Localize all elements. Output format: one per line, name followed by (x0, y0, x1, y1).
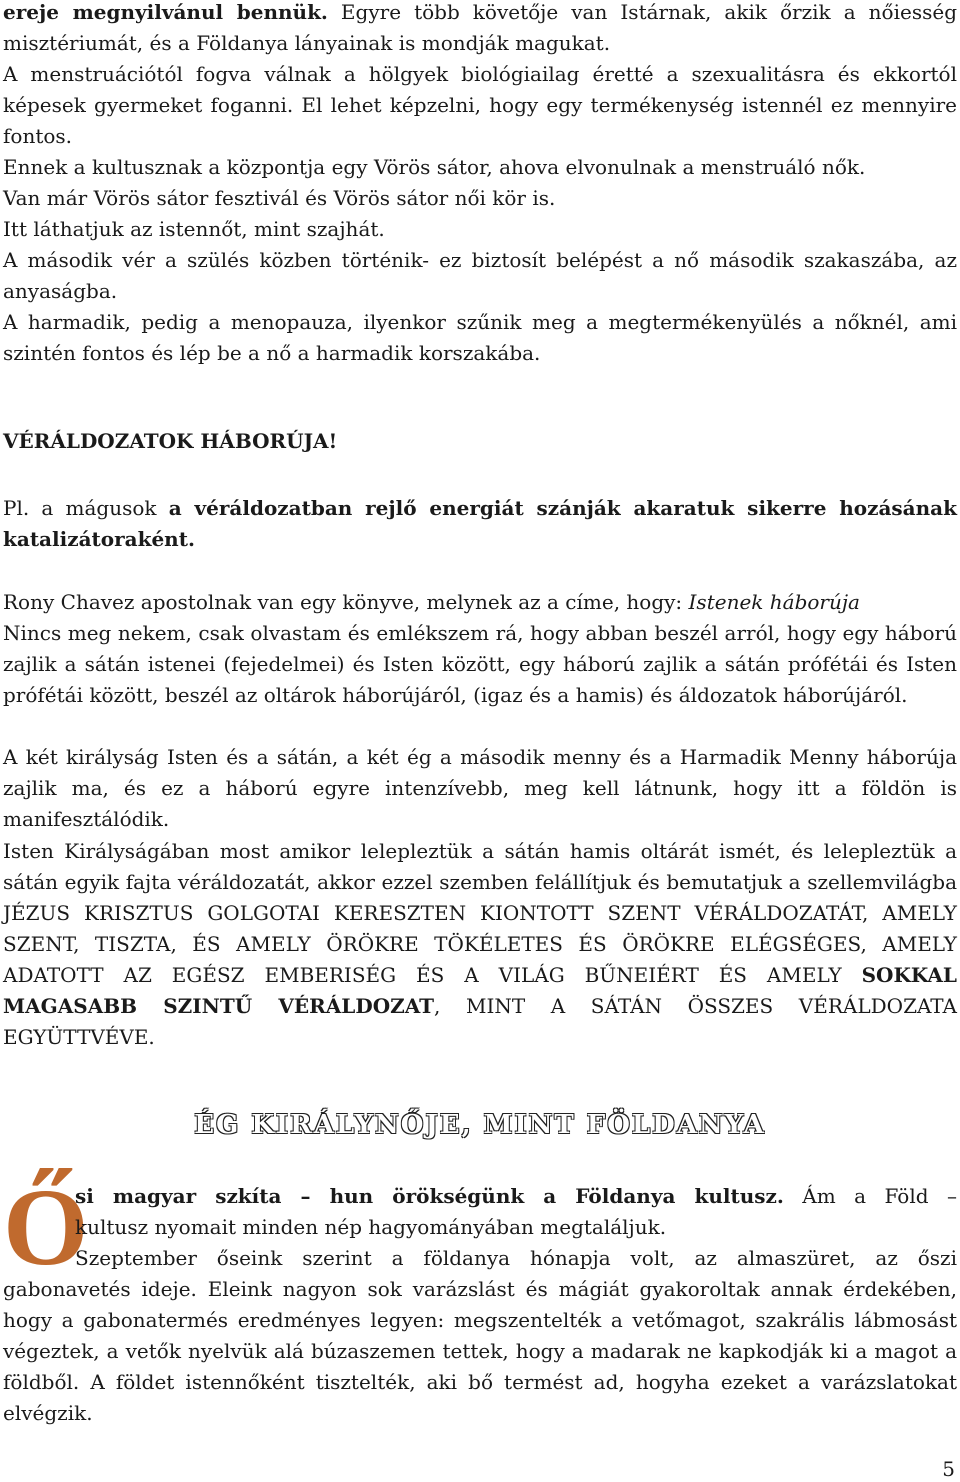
kingdom-of-god-paragraph (3, 836, 957, 1053)
kingdom-bold-text: SOKKAL MAGASABB SZINTŰ VÉRÁLDOZAT (3, 963, 957, 1018)
magicians-bold-text: a véráldozatban rejlő energiát szánják akaratuk sikerre hozásának katalizátoraként. (3, 496, 958, 551)
earth-mother-line-1 (75, 1181, 957, 1212)
drop-cap-letter: Ő (3, 1166, 89, 1288)
kingdom-text: Isten Királyságában most amikor lelepleztük a sátán hamis oltárát ismét, és lelepleztük a sátán egyik fajta véráldozatát, akkor ezzel szemben felállítjuk és bemutatjuk a szellemvilágba JÉZUS KRISZTUS GOLGOTAI KERESZTEN KIONTOTT SZENT VÉRÁLDOZATÁT, AMELY SZENT, TISZTA, ÉS AMELY ÖRÖKRE TÖKÉLETES ÉS ÖRÖKRE ELÉGSÉGES, AMELY ADATOTT AZ EGÉSZ EMBERISÉG ÉS A VILÁG BŰNEIÉRT ÉS AMELY (3, 839, 957, 987)
document-page (3, 0, 957, 1482)
earth-mother-paragraph-rest: gabonavetés ideje. Eleink nagyon sok varázslást és mágiát gyakoroltak annak érdekében, hogy a gabonatermés eredményes legyen: megszentelték a vetőmagot, szakrális lábmosást végeztek, a vetők nyelvük alá búzaszemen tettek, hogy a madarak ne kapkodják ki a magot a földből. A földet istennőként tisztelték, aki bő termést ad, hogyha ezeket a varázslatokat elvégzik. (3, 1277, 957, 1425)
festival-paragraph: Van már Vörös sátor fesztivál és Vörös sátor női kör is. (3, 186, 556, 210)
book-text: Rony Chavez apostolnak van egy könyve, melynek az a címe, hogy: (3, 590, 689, 614)
book-reference (3, 587, 957, 618)
red-tent-paragraph: Ennek a kultusznak a központja egy Vörös sátor, ahova elvonulnak a menstruáló nők. (3, 155, 866, 179)
intro-bold-phrase: ereje megnyilvánul bennük. (3, 0, 328, 24)
intro-text: Egyre több követője van Istárnak, akik őrzik a nőiesség misztériumát, és a Földanya lányainak is mondják magukat. (3, 0, 958, 55)
earth-mother-text: Ám a Föld – (783, 1184, 957, 1208)
magicians-paragraph (3, 493, 957, 555)
section-heading-blood-sacrifice-war: VÉRÁLDOZATOK HÁBORÚJA! (3, 429, 338, 453)
third-blood-paragraph: A harmadik, pedig a menopauza, ilyenkor szűnik meg a megtermékenyülés a nőknél, ami szintén fontos és lép be a nő a harmadik korszakába. (3, 310, 957, 365)
second-blood-paragraph: A második vér a szülés közben történik- ez biztosít belépést a nő második szakaszába, az anyaságba. (3, 248, 957, 303)
menstruation-paragraph: A menstruációtól fogva válnak a hölgyek biológiailag éretté a szexualitásra és ekkortól képesek gyermeket foganni. El lehet képzelni, hogy egy termékenység istennél ez mennyire fontos. (3, 62, 957, 148)
goddess-paragraph: Itt láthatjuk az istennőt, mint szajhát. (3, 217, 385, 241)
page-number: 5 (942, 1457, 955, 1481)
magicians-text: Pl. a mágusok (3, 496, 169, 520)
earth-mother-line-2: kultusz nyomait minden nép hagyományában megtaláljuk. (75, 1215, 667, 1239)
war-paragraph: Nincs meg nekem, csak olvastam és emlékszem rá, hogy abban beszél arról, hogy egy háború zajlik a sátán istenei (fejedelmei) és Isten között, egy háború zajlik a sátán prófétái és Isten prófétái között, beszél az oltárok háborújáról, (igaz és a hamis) és áldozatok háborújáról. (3, 621, 957, 707)
earth-mother-line-3: Szeptember őseink szerint a földanya hónapja volt, az almaszüret, az őszi (75, 1246, 957, 1270)
section-title-queen-of-heaven: ÉG KIRÁLYNŐJE, MINT FÖLDANYA (194, 1110, 766, 1140)
book-title: Istenek háborúja (688, 590, 860, 614)
intro-paragraph-1 (3, 0, 957, 59)
earth-mother-bold: si magyar szkíta – hun örökségünk a Földanya kultusz. (75, 1184, 784, 1208)
kingdoms-paragraph: A két királyság Isten és a sátán, a két ég a második menny és a Harmadik Menny háborúja zajlik ma, és ez a háború egyre intenzívebb, meg kell látnunk, hogy itt a földön is manifesztálódik. (3, 745, 957, 831)
kingdom-text-end: , MINT A SÁTÁN ÖSSZES VÉRÁLDOZATA EGYÜTTVÉVE. (3, 994, 957, 1049)
